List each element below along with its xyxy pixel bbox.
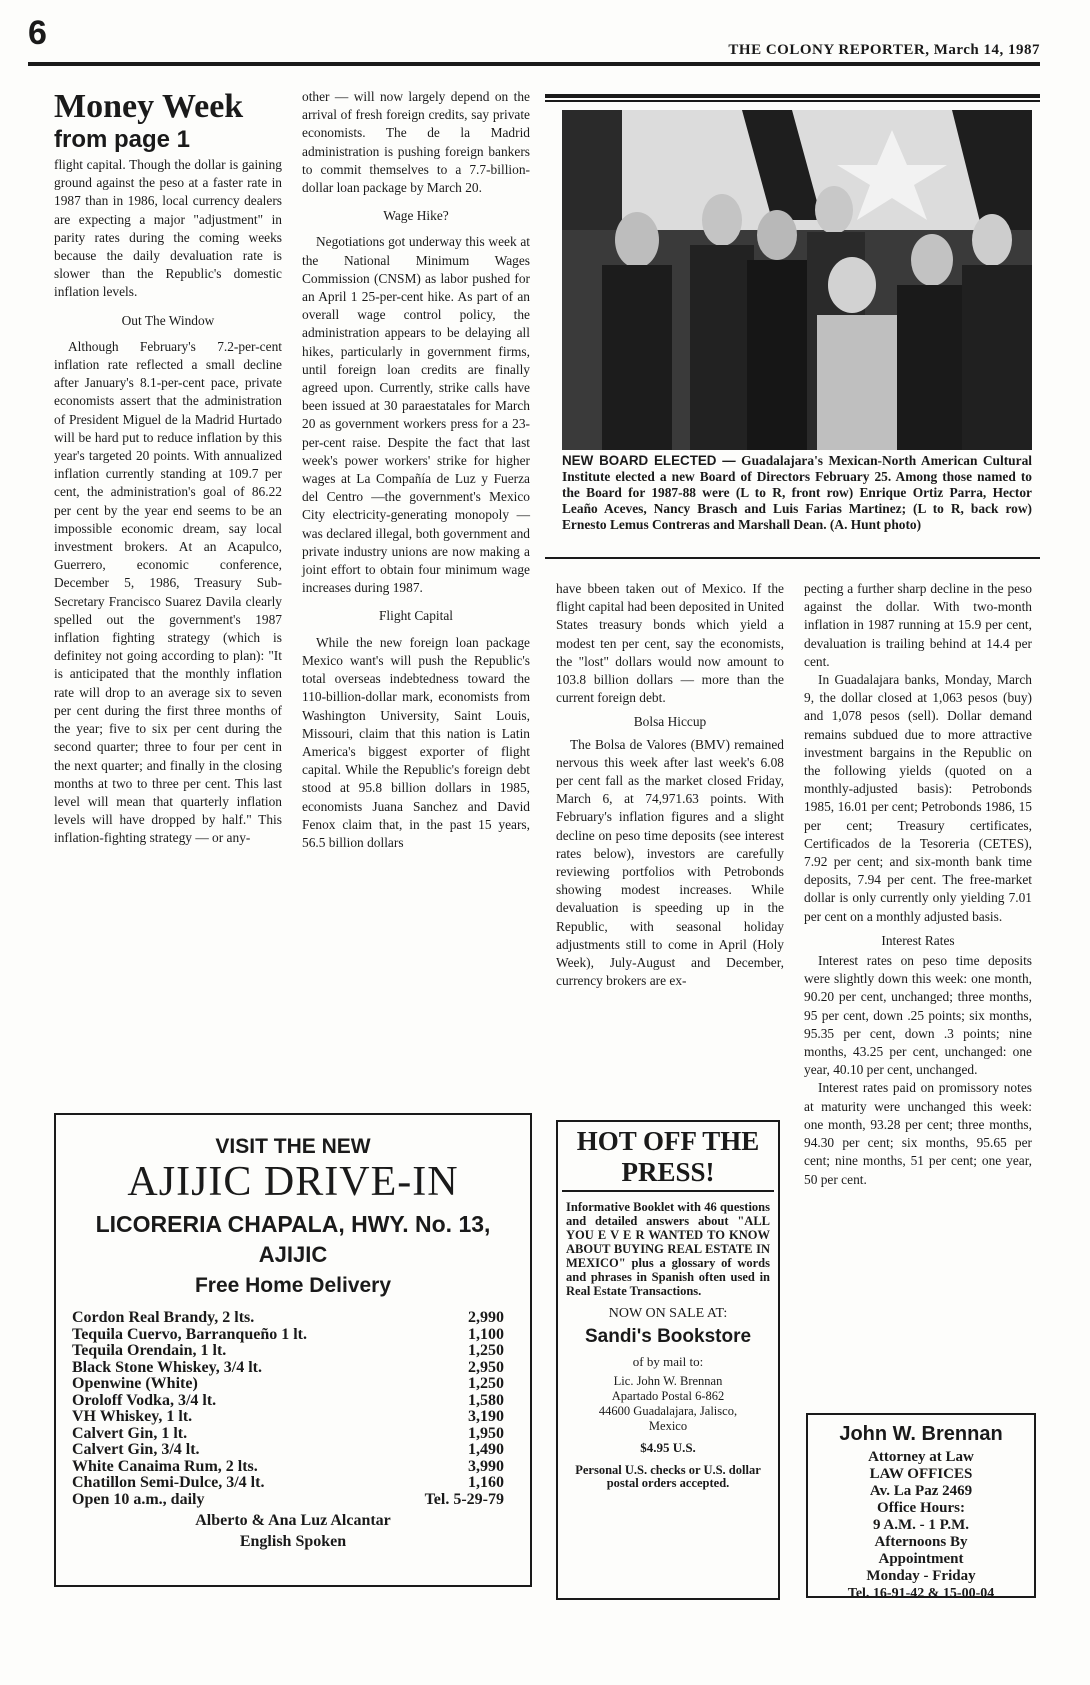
price-item-price: 1,250 <box>468 1375 504 1392</box>
subhead-wage-hike: Wage Hike? <box>383 208 449 224</box>
ad-drivein-delivery: Free Home Delivery <box>194 1274 392 1297</box>
subhead-bolsa-hiccup: Bolsa Hiccup <box>633 714 707 730</box>
ad-press-sale: NOW ON SALE AT: <box>608 1306 728 1321</box>
ad-lawyer-appointment: Appointment <box>878 1551 964 1567</box>
photo-top-rule <box>545 94 1040 98</box>
price-item-price: Tel. 5-29-79 <box>424 1490 504 1508</box>
ad-drivein-owners: Alberto & Ana Luz Alcantar <box>195 1512 391 1529</box>
price-item-name: Openwine (White) <box>72 1375 198 1392</box>
paragraph: In Guadalajara banks, Monday, March 9, the dollar closed at 1,063 pesos (buy) and 1,078 pesos (sell). Dollar demand remains subdued due to more attractive investment bargains in the Republic on the following yields (quoted on a monthly-adjusted basis): Petrobonds 1985, 16.01 per cent; Petrobonds 1986, 15 per cent; Treasury certificates, Certificados de la Tesoreria (CETES), 7.92 per cent; and six-month bank time deposits, 7.94 per cent. The free-market dollar is only currently only yielding 7.01 per cent on a monthly adjusted basis. <box>804 672 1032 924</box>
address-line: Apartado Postal 6-862 <box>611 1389 725 1403</box>
price-item-name: White Canaima Rum, 2 lts. <box>72 1457 258 1475</box>
ad-ajijic-drive-in <box>54 1113 532 1587</box>
price-item-name: Open 10 a.m., daily <box>72 1490 205 1508</box>
ad-lawyer-days: Monday - Friday <box>866 1568 976 1584</box>
price-item-name: Tequila Cuervo, Barranqueño 1 lt. <box>72 1325 307 1343</box>
article-continuation: from page 1 <box>54 126 191 153</box>
ad-lawyer-afternoons: Afternoons By <box>874 1534 968 1550</box>
paragraph: Interest rates on peso time deposits were slightly down this week: one month, 90.20 per cent, unchanged; three months, 95 per cent, down .25 points; six months, 95.35 per cent, down .3 points; nine months, 43.25 per cent, unchanged: one year, 40.10 per cent, unchanged. <box>804 953 1032 1078</box>
price-row <box>72 1327 504 1344</box>
price-item-price: 1,250 <box>468 1342 504 1359</box>
price-item-price: 1,160 <box>468 1474 504 1491</box>
ad-press-title-box <box>562 1126 774 1192</box>
subhead-interest-rates: Interest Rates <box>881 932 955 948</box>
photo-top-rule-thin <box>545 100 1040 102</box>
ad-lawyer-tel: Tel. 16-91-42 & 15-00-04 <box>847 1586 995 1601</box>
article-column-3 <box>556 580 784 990</box>
price-row <box>72 1360 504 1377</box>
ad-drivein-name: AJIJIC DRIVE-IN <box>127 1159 459 1205</box>
price-item-name: Cordon Real Brandy, 2 lts. <box>72 1309 255 1326</box>
article-column-2 <box>302 88 530 852</box>
subhead-out-the-window: Out The Window <box>121 312 215 328</box>
article-headline: Money Week <box>54 88 244 125</box>
price-item-price: 1,490 <box>468 1441 504 1458</box>
price-item-name: Black Stone Whiskey, 3/4 lt. <box>72 1358 262 1376</box>
board-photo <box>562 110 1032 450</box>
price-row <box>72 1426 504 1443</box>
paragraph: pecting a further sharp decline in the peso against the dollar. With two-month inflation in 1987 running at 15.9 per cent, devaluation is trailing behind at 14.4 per cent. <box>804 581 1032 669</box>
price-row <box>72 1459 504 1476</box>
ad-lawyer-address: Av. La Paz 2469 <box>869 1483 973 1499</box>
price-item-price: 1,100 <box>468 1325 504 1343</box>
price-row <box>72 1343 504 1360</box>
ad-price-list <box>56 1310 530 1508</box>
paragraph: Interest rates paid on promissory notes at maturity were unchanged this week: one month, 93.28 per cent; three months, 94.30 per cent; six months, 95.65 per cent; nine months, 51 per cent; one year, 50 per cent. <box>804 1080 1032 1187</box>
ad-lawyer-title: Attorney at Law <box>868 1449 974 1465</box>
ad-press-price: $4.95 U.S. <box>640 1440 696 1455</box>
paragraph: Although February's 7.2-per-cent inflation rate reflected a small decline after January's 8.1-per-cent pace, private economists assert that the administration of President Miguel de la Madrid Hurtado will be hard put to reduce inflation by this year's targeted 20 points. With annualized inflation currently standing at 109.7 per cent, the administration's goal of 86.22 per cent by the year end seems to be an impossible economic dream, say local investment brokers. At an Acapulco, Guerrero, economic conference, December 5, 1986, Treasury Sub-Secretary Francisco Suarez Davila clearly spelled out the government's 1987 inflation fighting strategy (which is definitey not going according to plan): "It is anticipated that the monthly inflation rate will drop to an average six to seven per cent during the first three months of the year; five to six per cent during the second quarter; three to four per cent in the next quarter; and finally in the closing months at two to three per cent. This last level will mean that quarterly inflation levels will have dropped by half." This inflation-fighting strategy — or any- <box>54 338 282 846</box>
paragraph: Negotiations got underway this week at the National Minimum Wages Commission (CNSM) as labor pushed for an April 1 25-per-cent hike. As part of an overall wage control policy, the administration appears to be delaying all hikes, particularly in government firms, until foreign loan credits are finally agreed upon. Currently, strike calls have been issued at 30 paraestatales for March 20 as government workers press for a 23-per-cent raise. Despite the fact that last week's power workers' strike for higher wages at La Compañía de Luz y Fuerza del Centro —the government's Mexico City electricity-generating monopoly — was declared illegal, both government and private industry unions are now making a joint effort to obtain four minimum wage increases during 1987. <box>302 234 530 596</box>
price-item-price: 1,950 <box>468 1424 504 1442</box>
price-item-name: Tequila Orendain, 1 lt. <box>72 1342 227 1359</box>
ad-drivein-town: AJIJIC <box>258 1242 328 1267</box>
price-row <box>72 1475 504 1492</box>
caption-lead: NEW BOARD ELECTED — <box>562 453 736 468</box>
price-item-price: 1,580 <box>468 1391 504 1409</box>
ad-press-title-2: PRESS! <box>621 1157 715 1187</box>
price-row <box>72 1409 504 1426</box>
ad-hot-off-the-press <box>556 1120 780 1600</box>
ad-press-title-1: HOT OFF THE <box>576 1126 760 1156</box>
ad-drivein-location: LICORERIA CHAPALA, HWY. No. 13, <box>95 1211 491 1237</box>
subhead-flight-capital: Flight Capital <box>378 608 454 624</box>
ad-lawyer-hours: 9 A.M. - 1 P.M. <box>872 1517 970 1533</box>
price-row <box>72 1310 504 1327</box>
paragraph: other — will now largely depend on the arrival of fresh foreign credits, say private economists. The de la Madrid administration is pushing foreign bankers to commit themselves to a 7.7-billion-dollar loan package by March 20. <box>302 89 530 196</box>
page-number: 6 <box>28 14 47 52</box>
article-column-4 <box>804 580 1032 1189</box>
caption-body: Guadalajara's Mexican-North American Cultural Institute elected a new Board of Directors February 25. Among those named to the Board for 1987-88 were (L to R, front row) Enrique Ortiz Parra, Hector Leaño Aceves, Nancy Brasch and Luis Farias Martinez; (L to R, back row) Ernesto Lemus Contreras and Marshall Dean. (A. Hunt photo) <box>562 453 1032 532</box>
ad-press-address <box>558 1374 778 1434</box>
price-row <box>72 1442 504 1459</box>
ad-drivein-english: English Spoken <box>239 1533 347 1550</box>
paragraph: flight capital. Though the dollar is gaining ground against the peso at a faster rate in 1987 than in 1986, local currency dealers are expecting a major "adjustment" in parity rates during the coming weeks because the daily devaluation rate is slower than the Republic's domestic inflation levels. <box>54 157 282 300</box>
board-photo-image <box>562 110 1032 450</box>
ad-lawyer-hours-label: Office Hours: <box>877 1500 965 1516</box>
price-item-price: 2,990 <box>468 1309 504 1326</box>
paragraph: The Bolsa de Valores (BMV) remained nervous this week after last week's 6.08 per cent fall as the market closed Friday, March 6, at 74,971.63 points. With February's inflation figures and a slight decline on peso time deposits (see interest rates below), investors are carefully reviewing portfolios with Petrobonds showing modest increases. While devaluation is speeding up in the Republic, with seasonal holiday adjustments still to come in April (Holy Week), July-August and December, currency brokers are ex- <box>556 736 784 989</box>
price-row <box>72 1376 504 1393</box>
price-item-price: 3,190 <box>468 1408 504 1425</box>
photo-caption <box>562 453 1032 533</box>
price-item-name: VH Whiskey, 1 lt. <box>72 1408 193 1425</box>
price-row <box>72 1492 504 1509</box>
address-line: 44600 Guadalajara, Jalisco, <box>598 1404 738 1418</box>
caption-rule <box>545 557 1040 559</box>
paragraph: While the new foreign loan package Mexico want's will push the Republic's total overseas indebtedness toward the 110-billion-dollar mark, economists from Washington University, Saint Louis, Missouri, claim that this nation is Latin America's biggest exporter of flight capital. While the Republic's foreign debt stood at 95.8 billion dollars in 1985, economists Juana Sanchez and David Fenox claim that, in the past 15 years, 56.5 billion dollars <box>302 634 530 850</box>
price-row <box>72 1393 504 1410</box>
ad-press-checks: Personal U.S. checks or U.S. dollar postal orders accepted. <box>575 1463 761 1490</box>
ad-press-body: Informative Booklet with 46 questions and detailed answers about "ALL YOU E V E R WANTED TO KNOW ABOUT BUYING REAL ESTATE IN MEXICO" plus a glossary of words and phrases in Spanish often used in Real Estate Transactions. <box>566 1200 770 1298</box>
address-line: Lic. John W. Brennan <box>613 1374 723 1388</box>
article-column-1 <box>54 88 282 848</box>
ad-lawyer <box>806 1413 1036 1601</box>
top-rule <box>28 62 1040 66</box>
ad-lawyer-office: LAW OFFICES <box>869 1466 973 1482</box>
price-item-price: 2,950 <box>468 1358 504 1376</box>
price-item-name: Calvert Gin, 3/4 lt. <box>72 1441 200 1458</box>
price-item-name: Calvert Gin, 1 lt. <box>72 1424 188 1442</box>
price-item-price: 3,990 <box>468 1457 504 1475</box>
ad-lawyer-name: John W. Brennan <box>839 1423 1003 1445</box>
ad-press-mail: of by mail to: <box>632 1354 704 1369</box>
ad-drivein-visit: VISIT THE NEW <box>215 1135 371 1158</box>
ad-press-store: Sandi's Bookstore <box>584 1326 752 1347</box>
price-item-name: Chatillon Semi-Dulce, 3/4 lt. <box>72 1474 265 1491</box>
price-item-name: Oroloff Vodka, 3/4 lt. <box>72 1391 217 1409</box>
paragraph: have bbeen taken out of Mexico. If the flight capital had been deposited in United States treasury bonds which yield a modest ten per cent, say the economists, the "lost" dollars would now amount to 103.8 billion dollars — more than the current foreign debt. <box>556 581 784 706</box>
masthead-info: THE COLONY REPORTER, March 14, 1987 <box>728 42 1040 58</box>
address-line: Mexico <box>648 1419 688 1433</box>
